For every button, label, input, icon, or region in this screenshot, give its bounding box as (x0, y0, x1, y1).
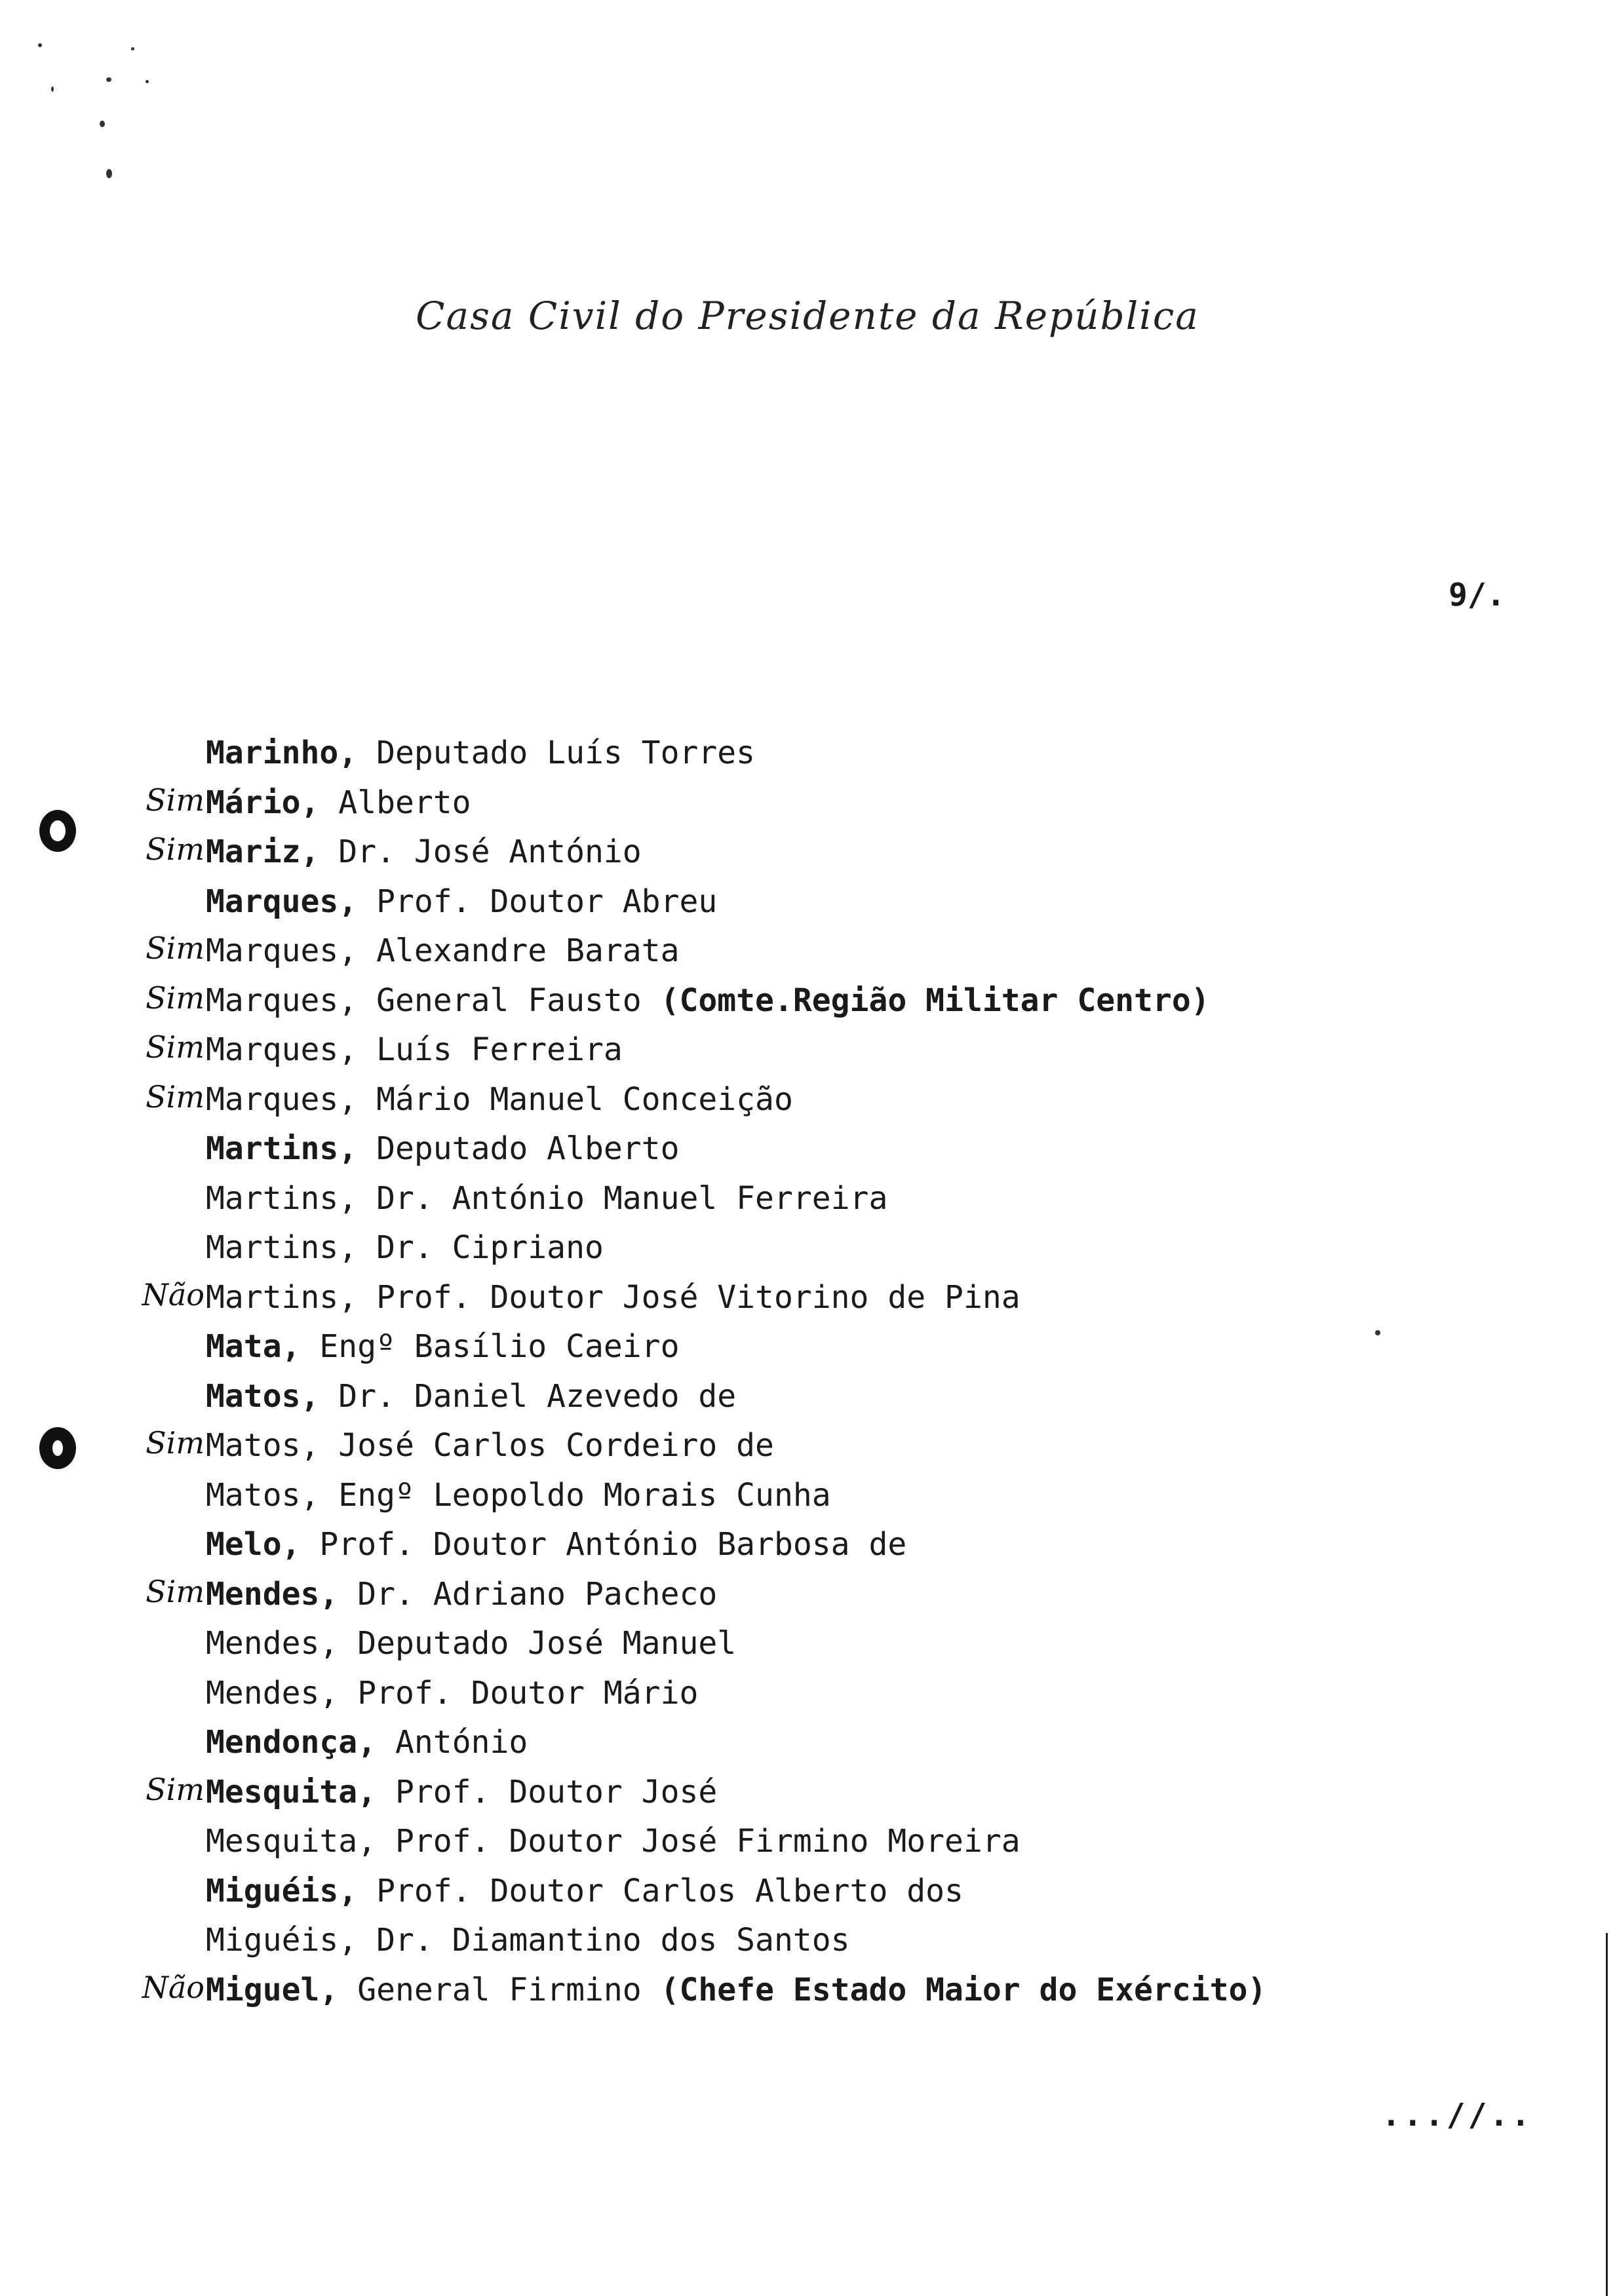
entry-role-note: (Chefe Estado Maior do Exército) (660, 1971, 1267, 2008)
entry-surname: Mesquita, (206, 1823, 377, 1860)
entry-given-names: Dr. José António (319, 833, 642, 870)
entry-text (206, 927, 679, 976)
name-list (0, 729, 1615, 2015)
entry-given-names: Alexandre Barata (357, 932, 680, 969)
list-item (0, 1223, 1615, 1273)
entry-given-names: Dr. Daniel Azevedo de (319, 1377, 737, 1415)
entry-text (206, 1025, 623, 1075)
entry-given-names: Mário Manuel Conceição (357, 1081, 793, 1118)
entry-given-names: General Firmino (338, 1971, 661, 2008)
entry-given-names: Engº Leopoldo Morais Cunha (319, 1476, 831, 1514)
entry-surname: Miguel, (206, 1971, 339, 2008)
entry-text (206, 1273, 1021, 1323)
entry-text (206, 1421, 774, 1471)
continuation-marker: ...//.. (1382, 2097, 1533, 2133)
entry-given-names: Dr. Adriano Pacheco (338, 1575, 718, 1613)
entry-text (206, 778, 471, 828)
page-number: 9/. (1449, 577, 1506, 613)
entry-text (206, 729, 755, 778)
list-item (0, 1174, 1615, 1224)
list-item (0, 1520, 1615, 1570)
entry-given-names: Engº Basílio Caeiro (300, 1328, 680, 1365)
entry-given-names: Alberto (319, 784, 471, 821)
list-item (0, 1867, 1615, 1917)
handwritten-mark: Não (142, 1969, 204, 2005)
entry-surname: Marques, (206, 932, 358, 969)
entry-text (206, 976, 1210, 1026)
entry-surname: Mendes, (206, 1674, 339, 1712)
handwritten-mark: Sim (146, 832, 204, 867)
entry-given-names: José Carlos Cordeiro de (319, 1427, 774, 1464)
entry-given-names: Prof. Doutor Carlos Alberto dos (357, 1872, 963, 1909)
entry-text (206, 1174, 887, 1224)
entry-given-names: Prof. Doutor José Vitorino de Pina (357, 1278, 1021, 1316)
entry-given-names: Prof. Doutor Mário (338, 1674, 699, 1712)
entry-given-names: General Fausto (357, 982, 661, 1019)
entry-text (206, 1322, 679, 1372)
entry-text (206, 1817, 1021, 1867)
entry-surname: Martins, (206, 1130, 358, 1167)
list-item (0, 1669, 1615, 1719)
list-item (0, 1718, 1615, 1768)
entry-surname: Matos, (206, 1377, 320, 1415)
entry-text (206, 1718, 528, 1768)
entry-given-names: Dr. António Manuel Ferreira (357, 1179, 888, 1217)
entry-surname: Miguéis, (206, 1872, 358, 1909)
list-item (0, 729, 1615, 778)
entry-surname: Mário, (206, 784, 320, 821)
entry-surname: Mendes, (206, 1575, 339, 1613)
entry-surname: Marques, (206, 1031, 358, 1068)
entry-surname: Mariz, (206, 833, 320, 870)
list-item (0, 1322, 1615, 1372)
entry-text (206, 1075, 793, 1125)
handwritten-mark: Sim (146, 930, 204, 966)
entry-surname: Martins, (206, 1229, 358, 1266)
list-item (0, 1471, 1615, 1521)
handwritten-mark: Sim (146, 1079, 204, 1115)
handwritten-mark: Sim (146, 782, 204, 818)
entry-text (206, 1867, 963, 1917)
entry-text (206, 828, 642, 877)
entry-surname: Miguéis, (206, 1922, 358, 1959)
entry-surname: Marques, (206, 982, 358, 1019)
list-item (0, 1966, 1615, 2016)
handwritten-mark: Sim (146, 1573, 204, 1609)
entry-text (206, 1372, 736, 1422)
handwritten-mark: Sim (146, 980, 204, 1016)
entry-given-names: Deputado José Manuel (338, 1625, 737, 1662)
entry-text (206, 1471, 831, 1521)
entry-given-names: Prof. Doutor José (376, 1773, 718, 1810)
list-item (0, 828, 1615, 877)
list-item (0, 1768, 1615, 1818)
handwritten-mark: Sim (146, 1425, 204, 1461)
entry-surname: Marinho, (206, 735, 358, 771)
entry-text (206, 1520, 906, 1570)
list-item (0, 976, 1615, 1026)
list-item (0, 1273, 1615, 1323)
handwritten-mark: Não (142, 1276, 204, 1312)
entry-given-names: Prof. Doutor Abreu (357, 883, 718, 920)
entry-text (206, 877, 717, 927)
entry-surname: Marques, (206, 883, 358, 920)
entry-text (206, 1570, 717, 1620)
entry-given-names: Luís Ferreira (357, 1031, 623, 1068)
entry-surname: Mendonça, (206, 1724, 377, 1761)
entry-surname: Martins, (206, 1278, 358, 1316)
list-item (0, 1817, 1615, 1867)
entry-text (206, 1124, 679, 1174)
list-item (0, 1619, 1615, 1669)
entry-given-names: Dr. Cipriano (357, 1229, 604, 1266)
entry-text (206, 1966, 1266, 2016)
letterhead: Casa Civil do Presidente da República (416, 294, 1199, 338)
entry-role-note: (Comte.Região Militar Centro) (660, 982, 1210, 1019)
entry-given-names: Deputado Luís Torres (357, 735, 756, 771)
entry-text (206, 1619, 736, 1669)
entry-surname: Mata, (206, 1328, 301, 1365)
list-item (0, 1372, 1615, 1422)
page-edge-line (1606, 1933, 1608, 2296)
entry-surname: Matos, (206, 1476, 320, 1514)
list-item (0, 877, 1615, 927)
list-item (0, 1124, 1615, 1174)
entry-given-names: Deputado Alberto (357, 1130, 680, 1167)
entry-text (206, 1768, 717, 1818)
handwritten-mark: Sim (146, 1029, 204, 1065)
list-item (0, 778, 1615, 828)
entry-text (206, 1916, 850, 1966)
handwritten-mark: Sim (146, 1771, 204, 1807)
list-item (0, 927, 1615, 976)
entry-surname: Mesquita, (206, 1773, 377, 1810)
list-item (0, 1570, 1615, 1620)
entry-given-names: Prof. Doutor António Barbosa de (300, 1526, 907, 1563)
list-item (0, 1075, 1615, 1125)
entry-text (206, 1223, 604, 1273)
entry-surname: Martins, (206, 1179, 358, 1217)
entry-surname: Mendes, (206, 1625, 339, 1662)
entry-given-names: Dr. Diamantino dos Santos (357, 1922, 850, 1959)
list-item (0, 1025, 1615, 1075)
list-item (0, 1421, 1615, 1471)
entry-given-names: António (376, 1724, 528, 1761)
list-item (0, 1916, 1615, 1966)
entry-given-names: Prof. Doutor José Firmino Moreira (376, 1823, 1021, 1860)
entry-surname: Matos, (206, 1427, 320, 1464)
entry-text (206, 1669, 698, 1719)
entry-surname: Marques, (206, 1081, 358, 1118)
entry-surname: Melo, (206, 1526, 301, 1563)
